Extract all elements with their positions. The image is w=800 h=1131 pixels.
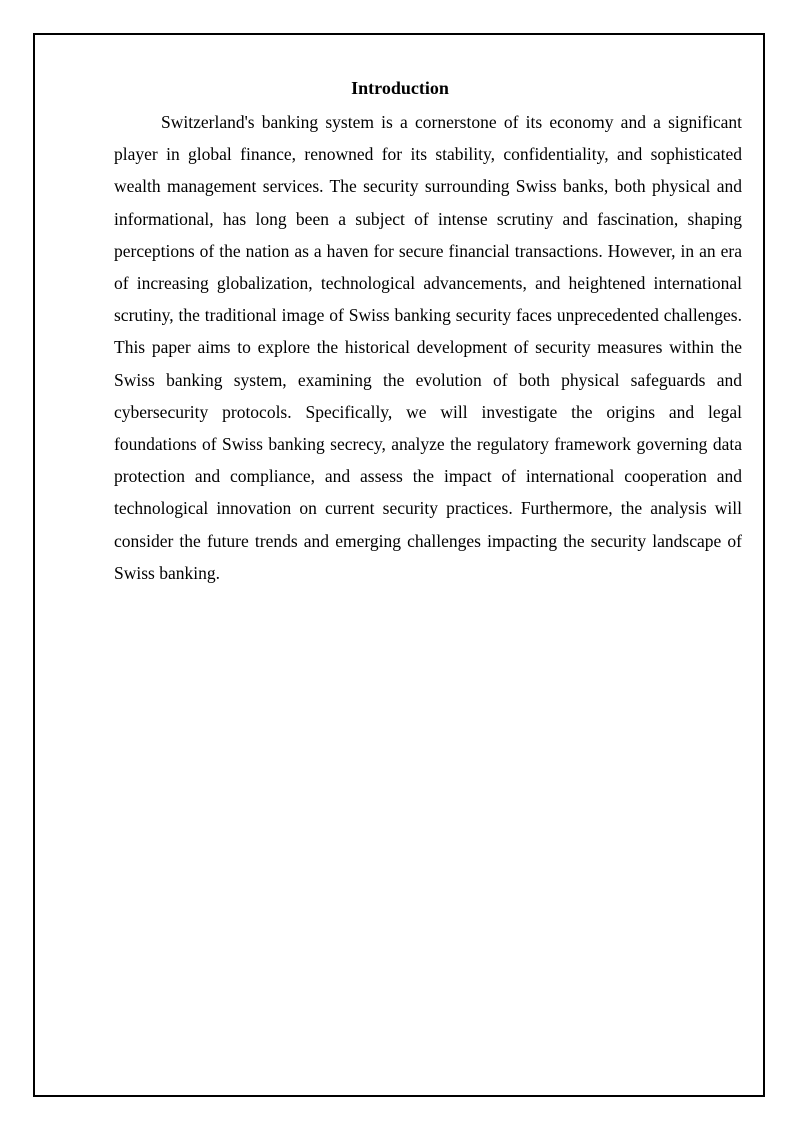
body-paragraph: Switzerland's banking system is a cornerstone of its economy and a significant player in global finance, renowned for its stability, confidentiality, and sophisticated wealth management services. The security surrounding Swiss banks, both physical and informational, has long been a subject of intense scrutiny and fascination, shaping perceptions of the nation as a haven for secure financial transactions. However, in an era of increasing globalization, technological advancements, and heightened international scrutiny, the traditional image of Swiss banking security faces unprecedented challenges. This paper aims to explore the historical development of security measures within the Swiss banking system, examining the evolution of both physical safeguards and cybersecurity protocols. Specifically, we will investigate the origins and legal foundations of Swiss banking secrecy, analyze the regulatory framework governing data protection and compliance, and assess the impact of international cooperation and technological innovation on current security practices. Furthermore, the analysis will consider the future trends and emerging challenges impacting the security landscape of Swiss banking. (114, 112, 742, 583)
section-heading: Introduction (351, 78, 449, 98)
